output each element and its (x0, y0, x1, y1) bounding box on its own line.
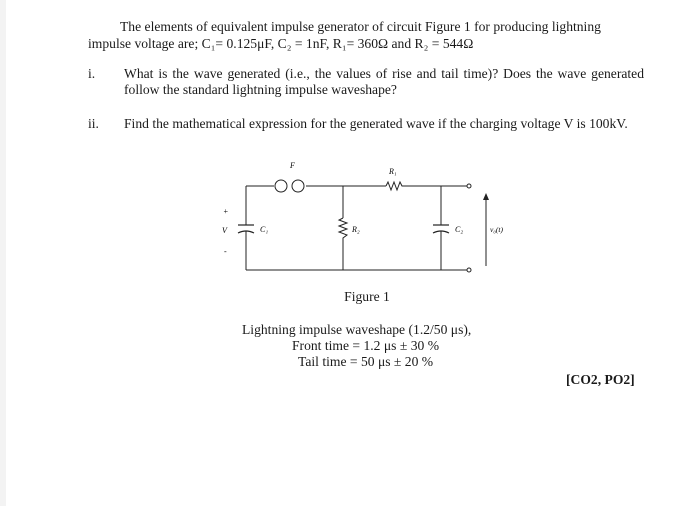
resistor-r2 (339, 218, 347, 240)
label-c2: C₂ (455, 225, 464, 234)
label-c1: C₁ (260, 225, 269, 234)
document-page (6, 0, 700, 506)
output-arrow (483, 193, 489, 200)
output-terminal-top (467, 184, 471, 188)
figure-caption: Figure 1 (344, 289, 390, 304)
output-terminal-bottom (467, 268, 471, 272)
question-2-number: ii. (88, 116, 99, 131)
label-source-v: V (222, 226, 227, 235)
waveshape-title: Lightning impulse waveshape (1.2/50 μs), (242, 322, 472, 337)
spark-gap-sphere-left (275, 180, 287, 192)
question-2 (88, 116, 644, 132)
waveshape-tail-time: Tail time = 50 μs ± 20 % (298, 354, 434, 369)
question-1-number: i. (88, 66, 96, 81)
course-outcome-tag: [CO2, PO2] (566, 372, 635, 387)
question-2-text: Find the mathematical expression for the generated wave if the charging voltage V is 100kV. (124, 116, 628, 131)
label-minus: - (224, 247, 227, 256)
problem-intro (88, 18, 644, 52)
label-r2: R₂ (352, 225, 360, 234)
question-1-text: What is the wave generated (i.e., the values of rise and tail time)? Does the wave generated follow the standard lightning impulse waveshape? (124, 66, 644, 97)
question-1 (88, 66, 644, 98)
label-output: v₀(t) (490, 225, 504, 234)
label-plus: + (223, 207, 229, 216)
spark-gap-sphere-right (292, 180, 304, 192)
intro-line-1: The elements of equivalent impulse generator of circuit Figure 1 for producing lightning (120, 19, 601, 34)
waveshape-front-time: Front time = 1.2 μs ± 30 % (292, 338, 440, 353)
waveshape-spec (232, 322, 522, 370)
label-r1: R₁ (389, 167, 397, 176)
impulse-generator-circuit-diagram (206, 158, 506, 283)
label-spark-gap: F (290, 161, 295, 170)
intro-line-2: impulse voltage are; C₁= 0.125μF, C₂ = 1nF, R₁= 360Ω and R₂ = 544Ω (88, 36, 474, 51)
resistor-r1 (386, 182, 404, 190)
